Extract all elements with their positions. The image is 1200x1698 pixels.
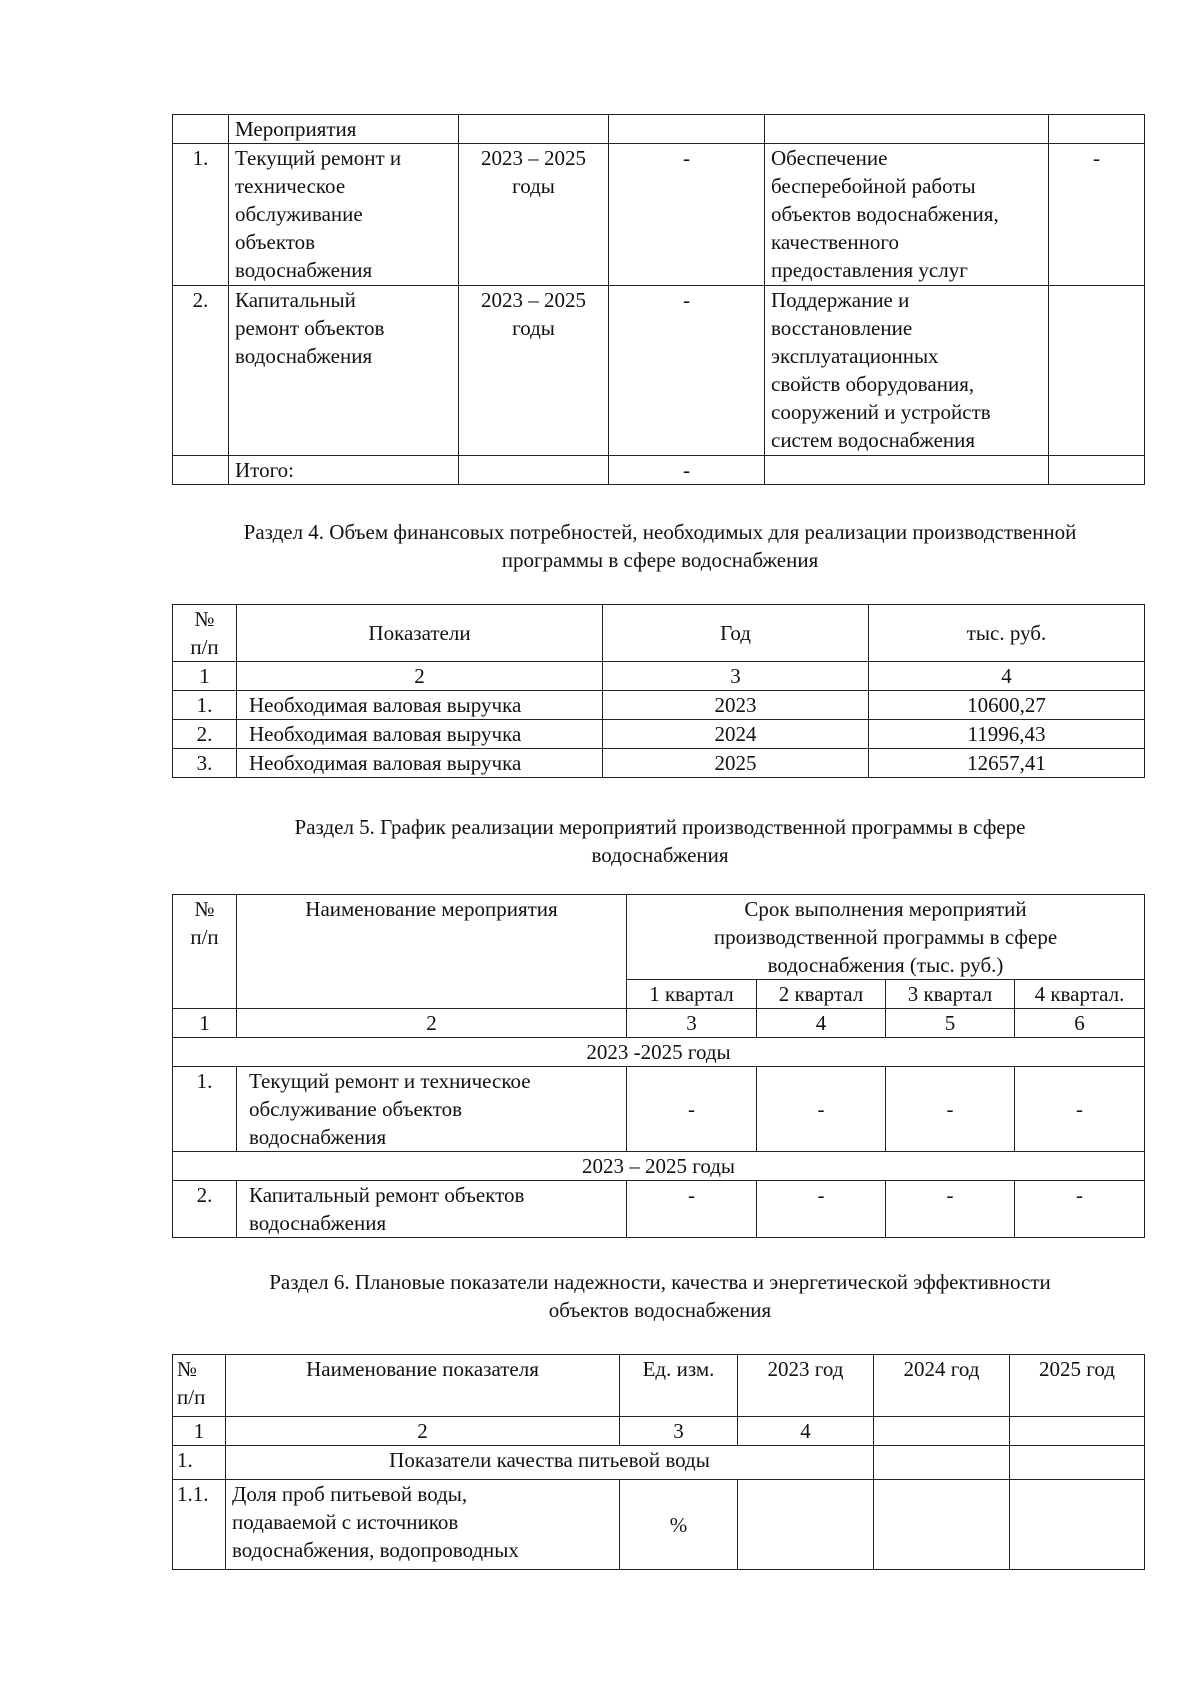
indicator-name: Доля проб питьевой воды, подаваемой с источников водоснабжения, водопроводных bbox=[226, 1480, 620, 1570]
column-numbers-row: 1 2 3 4 5 6 bbox=[173, 1009, 1145, 1038]
group-label: Показатели качества питьевой воды bbox=[226, 1446, 874, 1480]
table-row: 2. Капитальный ремонт объектов водоснабжения - - - - bbox=[173, 1181, 1145, 1238]
indicator-name: Необходимая валовая выручка bbox=[237, 749, 603, 778]
header-year: Год bbox=[603, 605, 869, 662]
group-row bbox=[173, 1038, 1145, 1067]
amount: - bbox=[609, 286, 765, 456]
header-indicators: Показатели bbox=[237, 605, 603, 662]
indicator-name: Необходимая валовая выручка bbox=[237, 720, 603, 749]
period: 2023 – 2025 годы bbox=[459, 286, 609, 456]
sum-value: 12657,41 bbox=[869, 749, 1145, 778]
group-row bbox=[173, 1446, 1145, 1480]
row-number: 1. bbox=[173, 144, 229, 286]
header-num: № п/п bbox=[173, 605, 237, 662]
header-2025: 2025 год bbox=[1010, 1355, 1145, 1417]
column-numbers-row: 1 2 3 4 bbox=[173, 662, 1145, 691]
activity-name: Текущий ремонт и техническое обслуживание объектов водоснабжения bbox=[237, 1067, 627, 1152]
header-activities: Мероприятия bbox=[229, 115, 459, 144]
activities-table bbox=[172, 114, 1145, 485]
column-numbers-row: 1 2 3 4 bbox=[173, 1417, 1145, 1446]
total-label: Итого: bbox=[229, 456, 459, 485]
row-number: 2. bbox=[173, 720, 237, 749]
activity-name: Текущий ремонт и техническое обслуживание объектов водоснабжения bbox=[229, 144, 459, 286]
table-row bbox=[173, 720, 1145, 749]
group-label: 2023 – 2025 годы bbox=[173, 1152, 1145, 1181]
table-row bbox=[173, 1480, 1145, 1570]
row-number: 3. bbox=[173, 749, 237, 778]
indicator-name: Необходимая валовая выручка bbox=[237, 691, 603, 720]
section4-table bbox=[172, 604, 1145, 778]
sum-value: 11996,43 bbox=[869, 720, 1145, 749]
sum-value: 10600,27 bbox=[869, 691, 1145, 720]
row-number: 1. bbox=[173, 691, 237, 720]
row-number: 1.1. bbox=[173, 1480, 226, 1570]
table-row: 1. Текущий ремонт и техническое обслуживание объектов водоснабжения - - - - bbox=[173, 1067, 1145, 1152]
header-2024: 2024 год bbox=[874, 1355, 1010, 1417]
section4-title: Раздел 4. Объем финансовых потребностей, необходимых для реализации производственной программы в сфере водоснабжения bbox=[243, 520, 1077, 572]
activity-name: Капитальный ремонт объектов водоснабжения bbox=[229, 286, 459, 456]
period: 2023 – 2025 годы bbox=[459, 144, 609, 286]
header-term: Срок выполнения мероприятий производственной программы в сфере водоснабжения (тыс. руб.) bbox=[627, 895, 1145, 980]
year-value: 2024 bbox=[603, 720, 869, 749]
header-indicator-name: Наименование показателя bbox=[226, 1355, 620, 1417]
header-activity-name: Наименование мероприятия bbox=[237, 895, 627, 1009]
header-sum: тыс. руб. bbox=[869, 605, 1145, 662]
section6-table bbox=[172, 1354, 1145, 1570]
table-row bbox=[173, 749, 1145, 778]
quarter-3: 3 квартал bbox=[886, 980, 1015, 1009]
table-header-row bbox=[173, 115, 1145, 144]
quarter-2: 2 квартал bbox=[757, 980, 886, 1009]
table-header-row bbox=[173, 605, 1145, 662]
row-number: 2. bbox=[173, 286, 229, 456]
year-value: 2025 bbox=[603, 749, 869, 778]
section5-title: Раздел 5. График реализации мероприятий производственной программы в сфере водоснабжения bbox=[294, 815, 1026, 867]
group-label: 2023 -2025 годы bbox=[173, 1038, 1145, 1067]
last-column-value bbox=[1049, 286, 1145, 456]
table-header-row bbox=[173, 1355, 1145, 1417]
header-num: № п/п bbox=[173, 895, 237, 1009]
table-row bbox=[173, 691, 1145, 720]
activity-name: Капитальный ремонт объектов водоснабжения bbox=[237, 1181, 627, 1238]
header-2023: 2023 год bbox=[738, 1355, 874, 1417]
quarter-4: 4 квартал. bbox=[1015, 980, 1145, 1009]
total-row bbox=[173, 456, 1145, 485]
last-column-value: - bbox=[1049, 144, 1145, 286]
row-number: 1. bbox=[173, 1067, 237, 1152]
row-number: 2. bbox=[173, 1181, 237, 1238]
header-unit: Ед. изм. bbox=[620, 1355, 738, 1417]
header-num: № п/п bbox=[173, 1355, 226, 1417]
section6-title: Раздел 6. Плановые показатели надежности, качества и энергетической эффективности объектов водоснабжения bbox=[269, 1270, 1051, 1322]
amount: - bbox=[609, 144, 765, 286]
total-amount: - bbox=[609, 456, 765, 485]
group-number: 1. bbox=[173, 1446, 226, 1480]
expected-effect: Поддержание и восстановление эксплуатационных свойств оборудования, сооружений и устройств систем водоснабжения bbox=[765, 286, 1049, 456]
group-row bbox=[173, 1152, 1145, 1181]
quarter-1: 1 квартал bbox=[627, 980, 757, 1009]
expected-effect: Обеспечение бесперебойной работы объектов водоснабжения, качественного предоставления услуг bbox=[765, 144, 1049, 286]
table-row bbox=[173, 144, 1145, 286]
year-value: 2023 bbox=[603, 691, 869, 720]
section5-table bbox=[172, 894, 1145, 1238]
unit-value: % bbox=[620, 1480, 738, 1570]
table-header-row bbox=[173, 895, 1145, 980]
table-row bbox=[173, 286, 1145, 456]
